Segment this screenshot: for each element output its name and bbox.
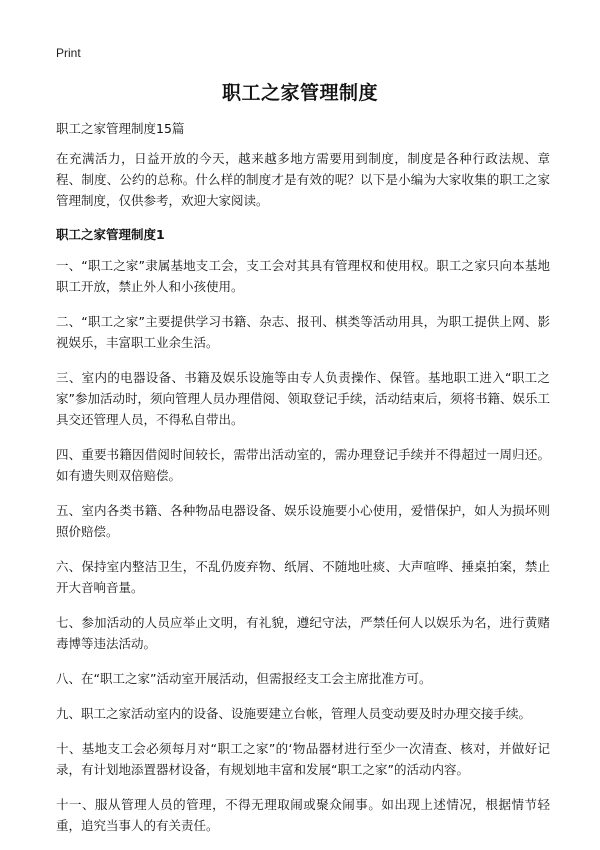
section-heading: 职工之家管理制度1 xyxy=(56,227,165,242)
article-11: 十一、服从管理人员的管理，不得无理取闹或聚众闹事。如出现上述情况，根据情节轻重，追究当事人的有关责任。 xyxy=(56,797,550,833)
page-title: 职工之家管理制度 xyxy=(221,82,378,104)
article-2: 二、“职工之家”主要提供学习书籍、杂志、报刊、棋类等活动用具，为职工提供上网、影视娱乐，丰富职工业余生活。 xyxy=(56,314,550,350)
article-3: 三、室内的电器设备、书籍及娱乐设施等由专人负责操作、保管。基地职工进入“职工之家”参加活动时，须向管理人员办理借阅、领取登记手续，活动结束后，须将书籍、娱乐工具交还管理人员，不得私自带出。 xyxy=(56,370,550,427)
article-4: 四、重要书籍因借阅时间较长，需带出活动室的，需办理登记手续并不得超过一周归还。如有遗失则双倍赔偿。 xyxy=(56,447,550,483)
document-subtitle: 职工之家管理制度15篇 xyxy=(56,121,185,136)
article-6: 六、保持室内整洁卫生，不乱仍废弃物、纸屑、不随地吐痰、大声喧哗、捶桌拍案，禁止开大音响音量。 xyxy=(56,559,550,595)
article-9: 九、职工之家活动室内的设备、设施要建立台帐，管理人员变动要及时办理交接手续。 xyxy=(56,706,532,721)
print-link[interactable]: Print xyxy=(56,46,81,60)
article-5: 五、室内各类书籍、各种物品电器设备、娱乐设施要小心使用，爱惜保护，如人为损坏则照价赔偿。 xyxy=(56,503,550,539)
article-8: 八、在“职工之家”活动室开展活动，但需报经支工会主席批准方可。 xyxy=(56,671,432,686)
article-10: 十、基地支工会必须每月对“职工之家”的‘物品器材进行至少一次清查、核对，并做好记录，有计划地添置器材设备，有规划地丰富和发展“职工之家”的活动内容。 xyxy=(56,741,550,777)
article-1: 一、“职工之家”隶属基地支工会，支工会对其具有管理权和使用权。职工之家只向本基地职工开放，禁止外人和小孩使用。 xyxy=(56,258,550,294)
article-7: 七、参加活动的人员应举止文明，有礼貌，遵纪守法，严禁任何人以娱乐为名，进行黄赌毒博等违法活动。 xyxy=(56,615,550,651)
intro-paragraph: 在充满活力，日益开放的今天，越来越多地方需要用到制度，制度是各种行政法规、章程、制度、公约的总称。什么样的制度才是有效的呢？以下是小编为大家收集的职工之家管理制度，仅供参考，欢迎大家阅读。 xyxy=(56,151,550,208)
document-body xyxy=(56,148,550,850)
